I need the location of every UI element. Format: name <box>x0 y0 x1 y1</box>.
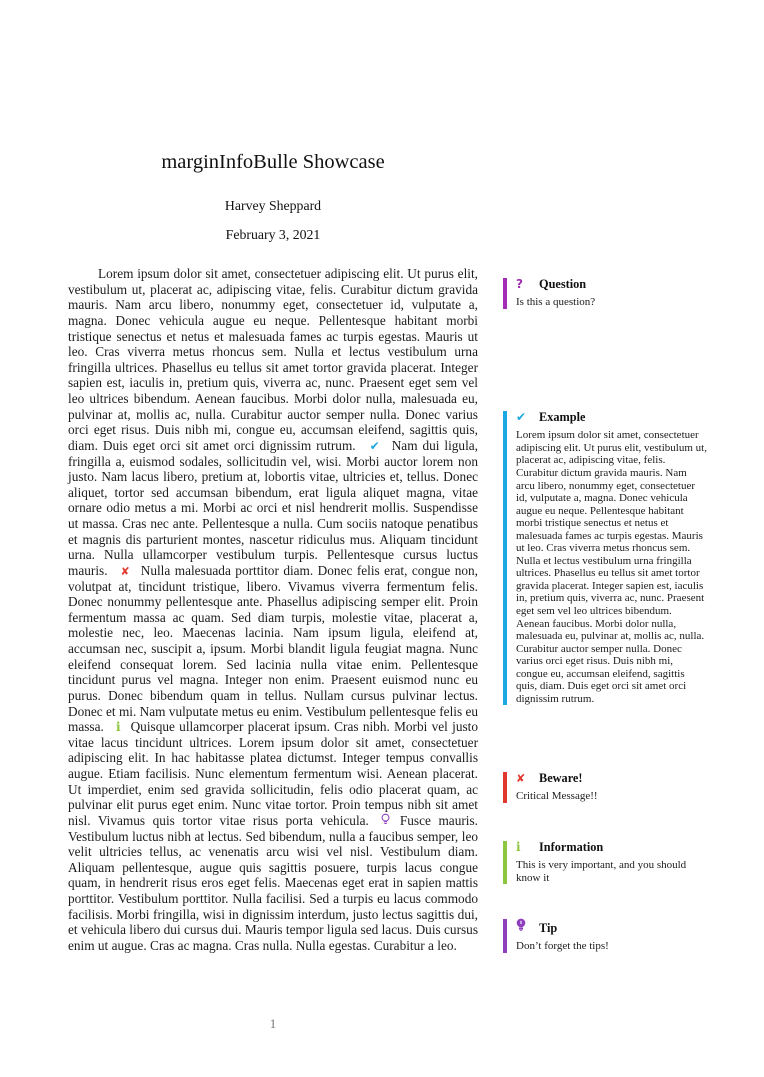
note-title: Information <box>539 840 604 854</box>
note-text: Don’t forget the tips! <box>516 940 609 953</box>
lightbulb-icon <box>516 918 531 936</box>
note-accent-bar <box>503 841 507 884</box>
lightbulb-outline-icon <box>381 813 390 828</box>
note-title: Beware! <box>539 771 583 785</box>
margin-note-information <box>503 840 707 884</box>
page-number: 1 <box>269 1016 277 1031</box>
note-header <box>516 410 707 425</box>
margin-note-example <box>503 410 707 705</box>
cross-icon: ✘ <box>120 564 130 578</box>
note-title: Question <box>539 277 587 291</box>
body-segment: Nulla malesuada porttitor diam. Donec felis erat, congue non, volutpat at, tincidunt tristique, libero. Vivamus viverra fermentum felis. Donec nonummy pellentesque ante. Phasellus adipiscing semper elit. Proin fermentum massa ac quam. Sed diam turpis, molestie vitae, placerat a, molestie nec, leo. Maecenas lacinia. Nam ipsum ligula, eleifend at, accumsan nec, suscipit a, ipsum. Morbi blandit ligula feugiat magna. Nunc eleifend consequat lorem. Sed lacinia nulla vitae enim. Pellentesque tincidunt purus vel magna. Integer non enim. Praesent euismod nunc eu purus. Donec bibendum quam in tellus. Nullam cursus pulvinar lectus. Donec et mi. Nam vulputate metus eu enim. Vestibulum pellentesque felis eu massa. <box>68 562 479 735</box>
question-icon: ? <box>516 277 523 291</box>
note-header <box>516 840 707 855</box>
note-title: Tip <box>539 921 558 935</box>
info-icon: i <box>115 719 121 735</box>
page-title: marginInfoBulle Showcase <box>161 151 385 173</box>
body-segment: Fusce mauris. Vestibulum luctus nibh at lectus. Sed bibendum, nulla a faucibus semper, leo velit ultricies tellus, ac venenatis arcu wisi vel nisl. Vestibulum diam. Aliquam pellentesque, augue quis sagittis posuere, turpis lacus congue quam, in hendrerit risus eros eget felis. Maecenas eget erat in sapien mattis porttitor. Vestibulum porttitor. Nulla facilisi. Sed a turpis eu lacus commodo facilisis. Morbi fringilla, wisi in dignissim interdum, justo lectus sagittis dui, et vehicula libero dui cursus dui. Mauris tempor ligula sed lacus. Duis cursus enim ut augue. Cras ac magna. Cras nulla. Nulla egestas. Curabitur a leo. <box>68 812 478 953</box>
note-accent-bar <box>503 772 507 803</box>
note-header <box>516 918 707 936</box>
date: February 3, 2021 <box>225 227 321 242</box>
note-text: Lorem ipsum dolor sit amet, consectetuer adipiscing elit. Ut purus elit, vestibulum ut, placerat ac, adipiscing vitae, felis. Curabitur dictum gravida mauris. Nam arcu libero, nonummy eget, consectetuer id, vulputate a, magna. Donec vehicula augue eu neque. Pellentesque habitant morbi tristique senectus et netus et malesuada fames ac turpis egestas. Mauris ut leo. Cras viverra metus rhoncus sem. Nulla et lectus vestibulum urna fringilla ultrices. Phasellus eu tellus sit amet tortor gravida placerat. Integer sapien est, iaculis in, pretium quis, viverra ac, nunc. Praesent eget sem vel leo ultrices bibendum. Aenean faucibus. Morbi dolor nulla, malesuada eu, pulvinar at, mollis ac, nulla. Curabitur auctor semper nulla. Donec varius orci eget risus. Duis nibh mi, congue eu, accumsan eleifend, sagittis quis, diam. Duis eget orci sit amet orci dignissim rutrum. <box>516 429 707 705</box>
margin-note-tip <box>503 918 707 953</box>
note-header <box>516 771 707 786</box>
check-icon: ✔ <box>369 438 380 453</box>
note-accent-bar <box>503 919 507 953</box>
note-accent-bar <box>503 411 507 705</box>
note-text: Is this a question? <box>516 296 596 309</box>
note-text: This is very important, and you should know it <box>516 859 687 884</box>
author: Harvey Sheppard <box>224 198 322 213</box>
check-icon: ✔ <box>516 410 527 424</box>
margin-note-question <box>503 277 707 309</box>
body-paragraph <box>68 266 478 954</box>
body-segment: Quisque ullamcorper placerat ipsum. Cras nibh. Morbi vel justo vitae lacus tincidunt ultrices. Lorem ipsum dolor sit amet, consectetuer adipiscing elit. In hac habitasse platea dictumst. Integer tempus convallis augue. Etiam facilisis. Nunc elementum fermentum wisi. Aenean placerat. Ut imperdiet, enim sed gravida sollicitudin, felis odio placerat quam, ac pulvinar elit purus eget enim. Nunc vitae tortor. Proin tempus nibh sit amet nisl. Vivamus quis tortor vitae risus porta vehicula. <box>68 719 478 828</box>
cross-icon: ✘ <box>516 772 526 785</box>
info-icon: i <box>516 840 521 854</box>
margin-note-beware <box>503 771 707 803</box>
note-header <box>516 277 707 292</box>
body-segment: Nam dui ligula, fringilla a, euismod sodales, sollicitudin vel, wisi. Morbi auctor lorem non justo. Nam lacus libero, pretium at, lobortis vitae, ultricies et, tellus. Donec aliquet, tortor sed accumsan bibendum, erat ligula aliquet magna, vitae ornare odio metus a mi. Morbi ac orci et nisl hendrerit mollis. Suspendisse ut massa. Cras nec ante. Pellentesque a nulla. Cum sociis natoque penatibus et magnis dis parturient montes, nascetur ridiculus mus. Aliquam tincidunt urna. Nulla ullamcorper vestibulum turpis. Pellentesque cursus luctus mauris. <box>68 437 478 578</box>
note-title: Example <box>539 410 586 424</box>
note-accent-bar <box>503 278 507 309</box>
note-text: Critical Message!! <box>516 790 598 803</box>
body-segment: Lorem ipsum dolor sit amet, consectetuer adipiscing elit. Ut purus elit, vestibulum ut, placerat ac, adipiscing vitae, felis. Curabitur dictum gravida mauris. Nam arcu libero, nonummy eget, consectetuer id, vulputate a, magna. Donec vehicula augue eu neque. Pellentesque habitant morbi tristique senectus et netus et malesuada fames ac turpis egestas. Mauris ut leo. Cras viverra metus rhoncus sem. Nulla et lectus vestibulum urna fringilla ultrices. Phasellus eu tellus sit amet tortor gravida placerat. Integer sapien est, iaculis in, pretium quis, viverra ac, nunc. Praesent eget sem vel leo ultrices bibendum. Aenean faucibus. Morbi dolor nulla, malesuada eu, pulvinar at, mollis ac, nulla. Curabitur auctor semper nulla. Donec varius orci eget risus. Duis nibh mi, congue eu, accumsan eleifend, sagittis quis, diam. Duis eget orci sit amet orci dignissim rutrum. <box>68 266 478 453</box>
